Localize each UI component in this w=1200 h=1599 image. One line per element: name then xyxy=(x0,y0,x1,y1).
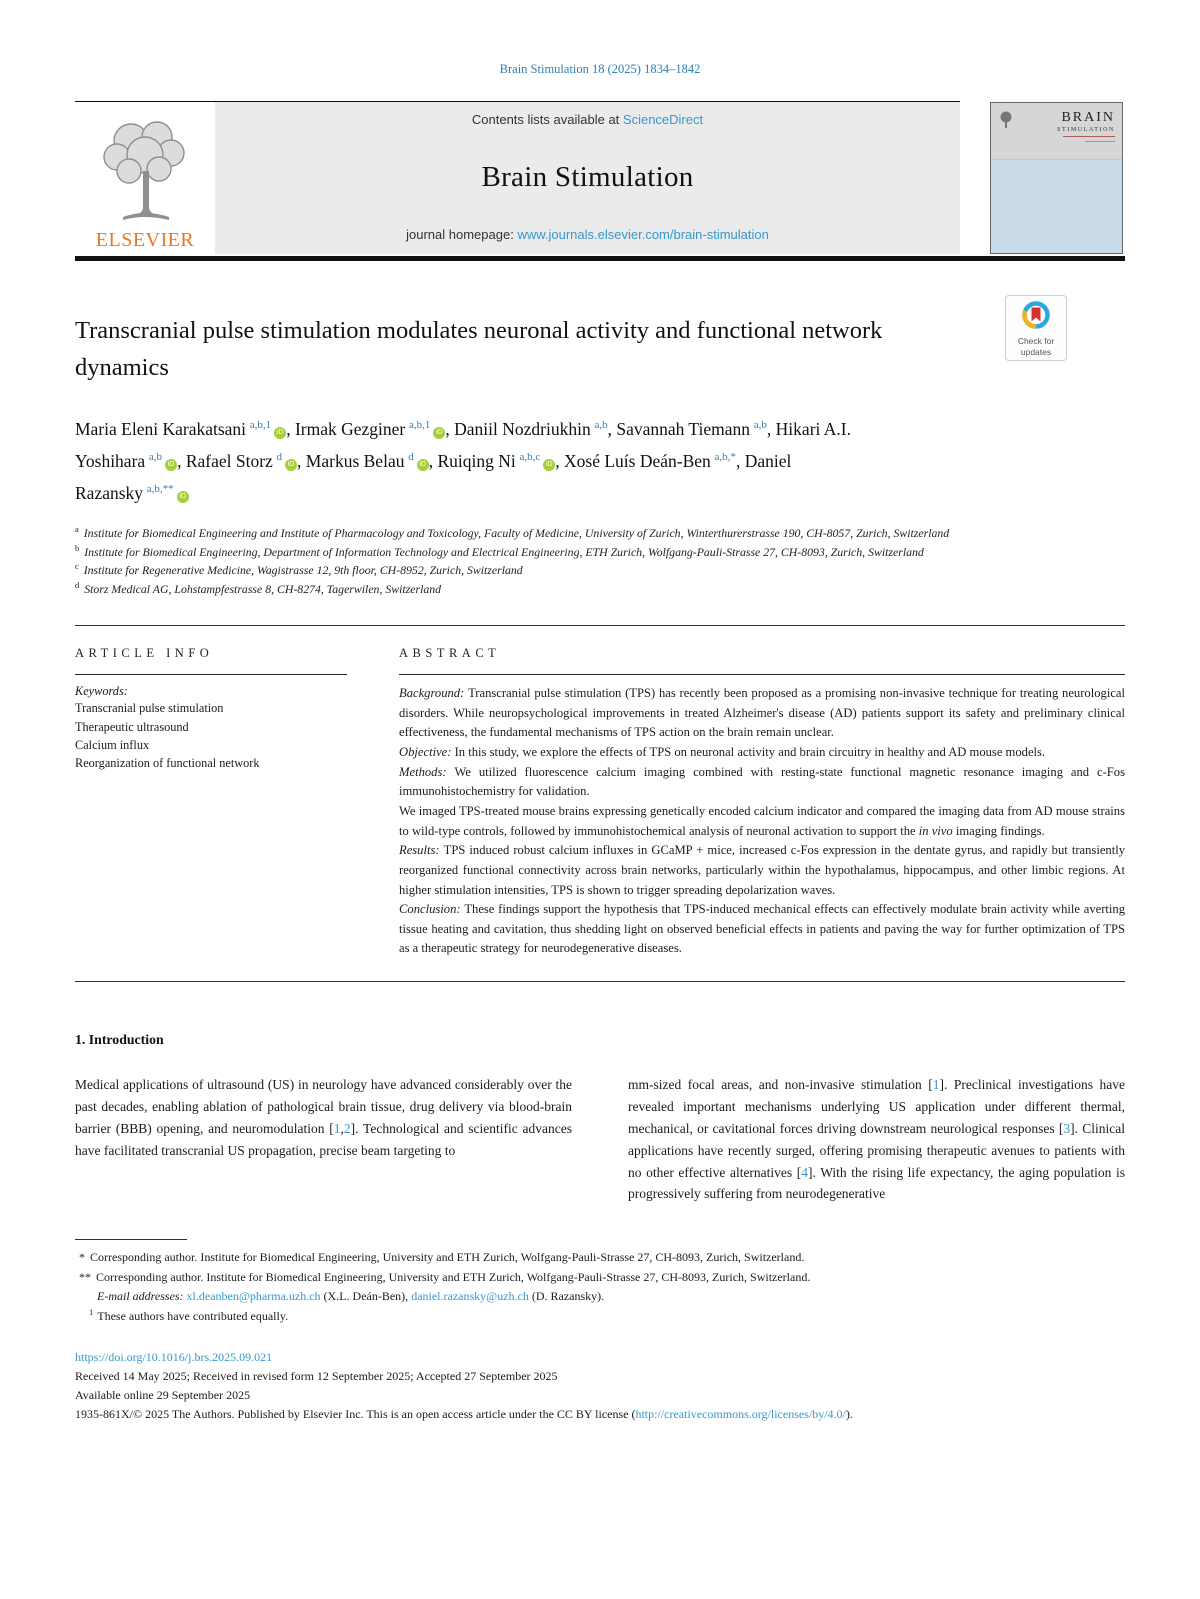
homepage-link[interactable]: www.journals.elsevier.com/brain-stimulation xyxy=(517,227,769,242)
affiliation-item xyxy=(75,580,1125,599)
orcid-icon[interactable]: iD xyxy=(274,427,286,439)
abstract-rule xyxy=(399,674,1125,675)
introduction-right-column xyxy=(628,1074,1125,1205)
affiliation-sup: c xyxy=(75,561,79,572)
author-name: Ruiqing Ni xyxy=(437,450,516,471)
affiliation-sup: b xyxy=(75,542,80,553)
text-run: Medical applications of ultrasound (US) in neurology have advanced considerably over the past decades, enabling ablation of pathological brain tissue, drug delivery via blood-brain barrier (BBB) opening, and neuromodulation [ xyxy=(75,1077,572,1136)
introduction-heading: 1. Introduction xyxy=(75,1032,164,1048)
journal-cover-thumbnail[interactable] xyxy=(990,102,1123,254)
abstract-paragraph xyxy=(399,684,1125,743)
author-name: Maria Eleni Karakatsani xyxy=(75,418,247,439)
article-info-heading: ARTICLE INFO xyxy=(75,646,214,661)
author-separator: , xyxy=(445,418,455,439)
section-divider-bottom xyxy=(75,981,1125,982)
article-info-rule xyxy=(75,674,347,675)
text-run: ]. Clinical applications have recently surged, offering promising therapeutic avenues to patients with no other effective alternatives [ xyxy=(628,1120,1125,1180)
author-affiliation-sup: a,b,c xyxy=(516,451,541,464)
contents-line xyxy=(472,112,703,127)
elsevier-tree-icon xyxy=(93,115,197,227)
text-run: We utilized fluorescence calcium imaging combined with resting-state functional magnetic resonance imaging and c-Fos immunohistochemistry for validation. xyxy=(399,764,1125,799)
footnote-marker: 1 xyxy=(89,1306,94,1317)
cover-title-line2: STIMULATION xyxy=(1057,127,1115,133)
text-run: ]. Technological and scientific advances have facilitated transcranial US propagation, precise beam targeting to xyxy=(75,1120,572,1158)
italic-run: Results: xyxy=(399,843,444,858)
affiliation-text: Institute for Biomedical Engineering and Institute of Pharmacology and Toxicology, Faculty of Medicine, University of Zurich, Winterthurerstrasse 190, CH-8057, Zurich, Switzerland xyxy=(80,525,950,540)
footnote-item xyxy=(75,1268,1125,1287)
elsevier-wordmark: ELSEVIER xyxy=(95,229,195,251)
available-online: Available online 29 September 2025 xyxy=(75,1387,251,1402)
text-run: ). xyxy=(845,1406,853,1421)
abstract-section xyxy=(399,646,1125,959)
homepage-line xyxy=(406,227,769,242)
italic-run: in vivo xyxy=(918,823,953,838)
received-dates: Received 14 May 2025; Received in revised form 12 September 2025; Accepted 27 September 2025 xyxy=(75,1368,558,1383)
footnote-item xyxy=(75,1248,1125,1267)
abstract-paragraph xyxy=(399,802,1125,841)
author-name: Daniil Nozdriukhin xyxy=(454,418,591,439)
author-name: Rafael Storz xyxy=(185,450,273,471)
journal-title: Brain Stimulation xyxy=(481,160,694,193)
author-affiliation-sup: a,b,1 xyxy=(247,418,272,431)
affiliation-sup: a xyxy=(75,523,79,534)
keywords-label: Keywords: xyxy=(75,684,128,699)
footnote-item xyxy=(75,1307,1125,1326)
cover-subtitle-line xyxy=(1063,136,1115,137)
keyword-item: Reorganization of functional network xyxy=(75,756,260,771)
elsevier-logo[interactable] xyxy=(75,102,215,254)
author-affiliation-sup: a,b,** xyxy=(144,483,174,496)
text-run: We imaged TPS-treated mouse brains expressing genetically encoded calcium indicator and compared the imaging data from AD mouse strains to wild-type controls, followed by immunohistochemical analysis of neuronal activation to support the xyxy=(399,803,1125,838)
inline-link[interactable]: 1 xyxy=(333,1120,341,1136)
abstract-paragraph xyxy=(399,900,1125,959)
footnote-rule xyxy=(75,1239,187,1240)
affiliation-text: Institute for Regenerative Medicine, Wagistrasse 12, 9th floor, CH-8952, Zurich, Switzerland xyxy=(80,563,523,578)
author-separator: , xyxy=(428,450,438,471)
keyword-item: Therapeutic ultrasound xyxy=(75,719,189,734)
text-run: mm-sized focal areas, and non-invasive stimulation [ xyxy=(628,1077,933,1093)
text-run: TPS induced robust calcium influxes in GCaMP + mice, increased c-Fos expression in the dentate gyrus, and rapidly but transiently reorganized functional connectivity across brain networks, particularly within the hypothalamus, hippocampus, and other limbic regions. At higher stimulation intensities, TPS is shown to trigger spreading depolarization waves. xyxy=(399,843,1125,897)
banner-bottom-bar xyxy=(75,256,1125,261)
text-run: These findings support the hypothesis that TPS-induced mechanical effects can effectively modulate brain activity while averting tissue heating and cavitation, thus shedding light on observed beneficial effects in patients and paving the way for further optimization of TPS as a therapeutic strategy for neurodegenerative diseases. xyxy=(399,902,1125,956)
author-separator: , xyxy=(735,450,745,471)
author-affiliation-sup: d xyxy=(273,451,283,464)
orcid-icon[interactable]: iD xyxy=(177,491,189,503)
orcid-icon[interactable]: iD xyxy=(417,459,429,471)
affiliation-item xyxy=(75,561,1125,580)
author-affiliation-sup: a,b,* xyxy=(711,451,736,464)
abstract-paragraph xyxy=(399,841,1125,900)
check-for-updates-badge[interactable] xyxy=(1005,295,1067,361)
keyword-item: Transcranial pulse stimulation xyxy=(75,701,224,716)
abstract-paragraph xyxy=(399,743,1125,763)
author-separator: , xyxy=(607,418,617,439)
affiliation-list xyxy=(75,524,1125,600)
abstract-heading: ABSTRACT xyxy=(399,646,501,661)
cover-title-line1: BRAIN xyxy=(1061,110,1115,125)
orcid-icon[interactable]: iD xyxy=(433,427,445,439)
text-run: , xyxy=(340,1120,344,1136)
author-separator: , xyxy=(555,450,565,471)
inline-link[interactable]: 2 xyxy=(343,1120,351,1136)
author-name: Hikari A.I. Yoshihara xyxy=(75,418,852,471)
bottom-block xyxy=(75,1348,1125,1424)
inline-link[interactable]: 1 xyxy=(932,1077,940,1093)
text-run: These authors have contributed equally. xyxy=(97,1308,289,1323)
author-separator: , xyxy=(766,418,776,439)
inline-link[interactable]: 3 xyxy=(1063,1120,1071,1136)
inline-link[interactable]: 4 xyxy=(801,1164,808,1180)
copyright-line xyxy=(75,1405,1125,1424)
author-separator: , xyxy=(286,418,295,439)
article-title: Transcranial pulse stimulation modulates neuronal activity and functional network dynamics xyxy=(75,317,883,381)
inline-link[interactable]: daniel.razansky@uzh.ch xyxy=(411,1289,529,1304)
italic-run: Methods: xyxy=(399,764,455,779)
author-name: Xosé Luís Deán-Ben xyxy=(564,450,711,471)
cover-tree-icon xyxy=(999,111,1013,129)
inline-link[interactable]: xl.deanben@pharma.uzh.ch xyxy=(186,1289,321,1304)
banner-center xyxy=(215,102,960,254)
text-run: (D. Razansky). xyxy=(528,1289,605,1304)
cover-mark-line xyxy=(1085,141,1115,142)
orcid-icon[interactable]: iD xyxy=(285,459,297,471)
footnote-marker: ** xyxy=(79,1269,91,1284)
author-name: Daniel Razansky xyxy=(75,450,792,504)
check-for-updates-label: Check for updates xyxy=(1017,336,1055,357)
section-divider-top xyxy=(75,625,1125,626)
doi-link[interactable]: https://doi.org/10.1016/j.brs.2025.09.021 xyxy=(75,1350,273,1364)
abstract-paragraph xyxy=(399,763,1125,802)
homepage-prefix: journal homepage: xyxy=(406,227,518,242)
affiliation-text: Institute for Biomedical Engineering, Department of Information Technology and Electrical Engineering, ETH Zurich, Wolfgang-Pauli-Strasse 27, CH-8093, Zurich, Switzerland xyxy=(81,544,924,559)
author-separator: , xyxy=(177,450,186,471)
italic-run: E-mail addresses: xyxy=(97,1289,187,1304)
text-run: ]. With the rising life expectancy, the aging population is progressively suffering from neurodegenerative xyxy=(628,1164,1125,1202)
sciencedirect-link[interactable]: ScienceDirect xyxy=(622,112,704,127)
introduction-left-column xyxy=(75,1074,572,1205)
author-separator: , xyxy=(297,450,306,471)
author-affiliation-sup: a,b xyxy=(146,451,163,464)
author-affiliation-sup: d xyxy=(405,451,414,464)
text-run: Corresponding author. Institute for Biomedical Engineering, University and ETH Zurich, Wolfgang-Pauli-Strasse 27, CH-8093, Zurich, Switzerland. xyxy=(96,1269,811,1284)
author-name: Irmak Gezginer xyxy=(294,418,406,439)
article-info-section xyxy=(75,646,347,959)
check-for-updates-icon xyxy=(1021,300,1051,330)
keyword-item: Calcium influx xyxy=(75,738,150,752)
page xyxy=(75,0,1125,1424)
orcid-icon[interactable]: iD xyxy=(165,459,177,471)
affiliation-text: Storz Medical AG, Lohstampfestrasse 8, CH-8274, Tagerwilen, Switzerland xyxy=(81,582,442,597)
italic-run: Objective: xyxy=(399,745,455,760)
affiliation-item xyxy=(75,524,1125,543)
cover-header xyxy=(991,103,1122,160)
text-run: Transcranial pulse stimulation (TPS) has recently been proposed as a promising non-invasive technique for treating neurological disorders. While neuropsychological improvements in treated Alzheimer's disease (AD) patients support its safety and preliminary clinical effectiveness, the fundamental mechanisms of TPS action on the brain remain unclear. xyxy=(399,686,1125,740)
footnote-marker: * xyxy=(79,1250,85,1265)
journal-banner xyxy=(75,101,1125,261)
text-run: Corresponding author. Institute for Biomedical Engineering, University and ETH Zurich, Wolfgang-Pauli-Strasse 27, CH-8093, Zurich, Switzerland. xyxy=(90,1250,805,1265)
italic-run: Conclusion: xyxy=(399,902,465,917)
journal-citation: Brain Stimulation 18 (2025) 1834–1842 xyxy=(499,62,701,76)
author-name: Savannah Tiemann xyxy=(616,418,751,439)
italic-run: Background: xyxy=(399,686,469,701)
text-run: ]. Preclinical investigations have revealed important mechanisms underlying US application under different thermal, mechanical, or cavitational forces driving downstream neurological responses [ xyxy=(628,1077,1126,1136)
text-run: In this study, we explore the effects of TPS on neuronal activity and brain circuitry in healthy and AD mouse models. xyxy=(454,745,1046,760)
author-name: Markus Belau xyxy=(305,450,405,471)
author-list xyxy=(75,413,855,510)
author-affiliation-sup: a,b,1 xyxy=(406,418,431,431)
abstract-body xyxy=(399,684,1125,959)
orcid-icon[interactable]: iD xyxy=(543,459,555,471)
inline-link[interactable]: http://creativecommons.org/licenses/by/4.0/ xyxy=(635,1406,846,1421)
footnotes xyxy=(75,1248,1125,1326)
keywords-list xyxy=(75,699,347,773)
affiliation-sup: d xyxy=(75,580,80,591)
author-affiliation-sup: a,b xyxy=(751,418,767,431)
author-affiliation-sup: a,b xyxy=(591,418,608,431)
footnote-item xyxy=(75,1287,1125,1306)
text-run: imaging findings. xyxy=(952,823,1045,838)
contents-prefix: Contents lists available at xyxy=(471,112,623,127)
text-run: (X.L. Deán-Ben), xyxy=(320,1289,412,1304)
affiliation-item xyxy=(75,543,1125,562)
text-run: 1935-861X/© 2025 The Authors. Published by Elsevier Inc. This is an open access article under the CC BY license ( xyxy=(75,1406,636,1421)
